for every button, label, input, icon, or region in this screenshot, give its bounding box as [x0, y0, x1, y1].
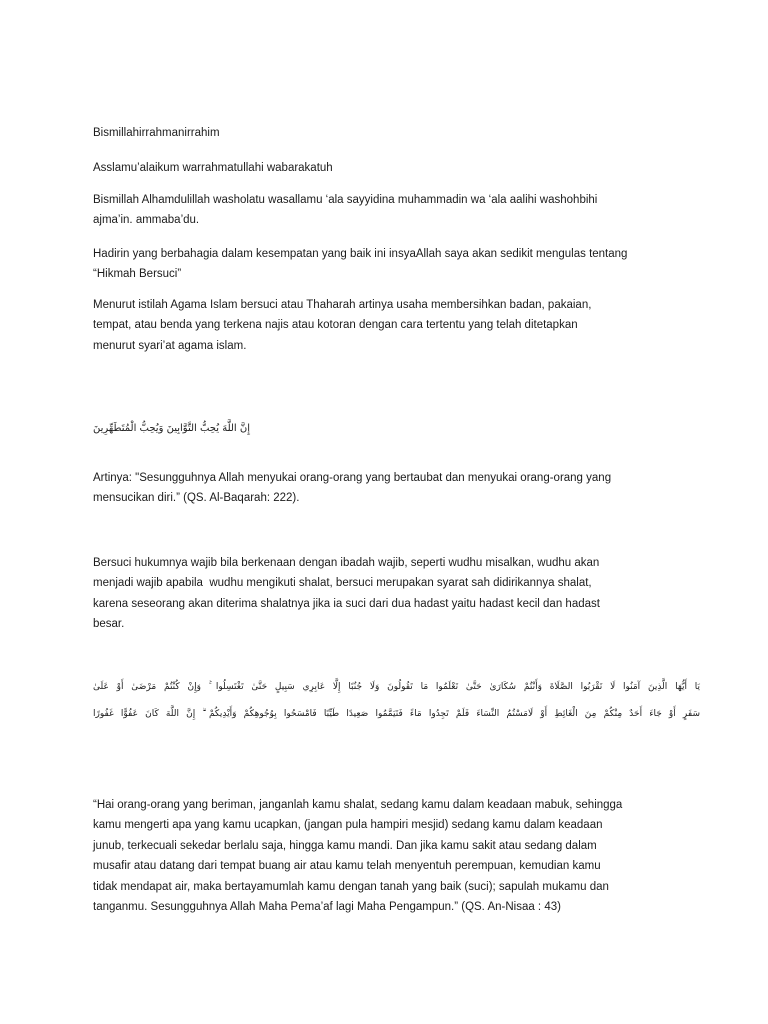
paragraph-line: Artinya: "Sesungguhnya Allah menyukai orang-orang yang bertaubat dan menyukai orang-orang yang: [93, 472, 612, 484]
translation-baqarah-paragraph: [93, 468, 611, 509]
arabic-verse-line: سَفَرٍ أَوْ جَاءَ أَحَدٌ مِنْكُمْ مِنَ الْغَائِطِ أَوْ لَامَسْتُمُ النِّسَاءَ فَلَمْ تَجِدُوا مَاءً فَتَيَمَّمُوا صَعِيدًا طَيِّبًا فَامْسَحُوا بِوُجُوهِكُمْ وَأَيْدِيكُمْ ۗ إِنَّ اللَّهَ كَانَ عَفُوًّا غَفُورًا: [93, 709, 700, 719]
paragraph-line: Bismillah Alhamdulillah washolatu wasallamu ‘ala sayyidina muhammadin wa ‘ala aalihi washohbihi: [93, 194, 598, 206]
paragraph-line: Bersuci hukumnya wajib bila berkenaan dengan ibadah wajib, seperti wudhu misalkan, wudhu akan: [93, 557, 600, 569]
arabic-verse-line: إِنَّ اللَّهَ يُحِبُّ التَّوَّابِينَ وَيُحِبُّ الْمُتَطَهِّرِينَ: [93, 423, 251, 434]
paragraph-line: karena seseorang akan diterima shalatnya jika ia suci dari dua hadast yaitu hadast kecil dan hadast: [93, 597, 600, 610]
paragraph-line: tempat, atau benda yang terkena najis atau kotoran dengan cara tertentu yang telah ditetapkan: [93, 319, 578, 332]
paragraph-line: Bismillahirrahmanirrahim: [93, 127, 220, 139]
ruling-paragraph: [93, 553, 600, 635]
paragraph-line: menjadi wajib apabila wudhu mengikuti shalat, bersuci merupakan syarat sah didirikannya shalat,: [93, 577, 592, 590]
paragraph-line: tidak mendapat air, maka bertayamumlah kamu dengan tanah yang baik (suci); sapulah mukamu dan: [93, 880, 609, 893]
opening-paragraph: [93, 190, 597, 231]
arabic-verse-line: يَا أَيُّهَا الَّذِينَ آمَنُوا لَا تَقْرَبُوا الصَّلَاةَ وَأَنْتُمْ سُكَارَىٰ حَتَّىٰ تَعْلَمُوا مَا تَقُولُونَ وَلَا جُنُبًا إِلَّا عَابِرِي سَبِيلٍ حَتَّىٰ تَغْتَسِلُوا ۚ وَإِنْ كُنْتُمْ مَرْضَىٰ أَوْ عَلَىٰ: [93, 682, 700, 692]
salam-paragraph: [93, 158, 333, 178]
paragraph-line: kamu mengerti apa yang kamu ucapkan, (jangan pula hampiri mesjid) sedang kamu dalam keadaan: [93, 819, 603, 832]
paragraph-line: “Hai orang-orang yang beriman, janganlah kamu shalat, sedang kamu dalam keadaan mabuk, sehingga: [93, 799, 623, 811]
paragraph-line: junub, terkecuali sekedar berlalu saja, hingga kamu mandi. Dan jika kamu sakit atau sedang dalam: [93, 839, 597, 852]
paragraph-line: Hadirin yang berbahagia dalam kesempatan yang baik ini insyaAllah saya akan sedikit mengulas tentang: [93, 248, 628, 260]
translation-nisa-paragraph: [93, 795, 622, 917]
basmalah-paragraph: [93, 123, 220, 143]
paragraph-line: mensucikan diri.” (QS. Al-Baqarah: 222).: [93, 492, 300, 505]
paragraph-line: besar.: [93, 618, 125, 631]
definition-paragraph: [93, 295, 591, 356]
paragraph-line: ajma’in. ammaba’du.: [93, 214, 200, 227]
paragraph-line: Asslamu’alaikum warrahmatullahi wabarakatuh: [93, 162, 333, 174]
paragraph-line: Menurut istilah Agama Islam bersuci atau Thaharah artinya usaha membersihkan badan, pakaian,: [93, 299, 592, 311]
paragraph-line: tanganmu. Sesungguhnya Allah Maha Pema’af lagi Maha Pengampun.” (QS. An-Nisaa : 43): [93, 900, 561, 913]
paragraph-line: “Hikmah Bersuci”: [93, 268, 182, 281]
paragraph-line: musafir atau datang dari tempat buang air atau kamu telah menyentuh perempuan, kemudian kamu: [93, 860, 601, 873]
arabic-verse-nisa: [93, 674, 700, 728]
arabic-verse-baqarah: [93, 396, 263, 462]
intro-paragraph: [93, 244, 627, 285]
paragraph-line: menurut syari’at agama islam.: [93, 339, 247, 352]
